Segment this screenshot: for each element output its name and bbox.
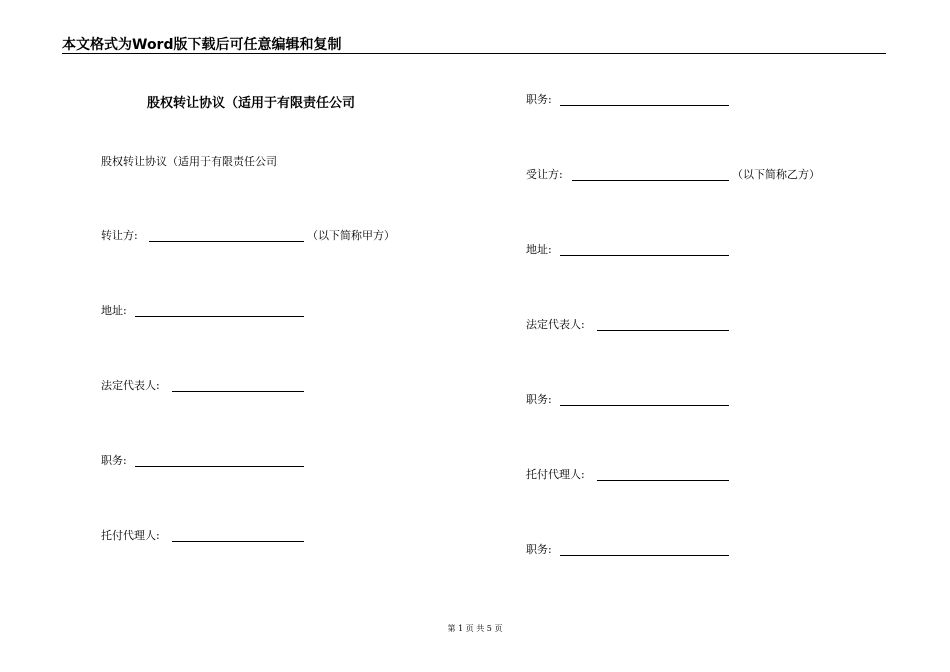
header-text: 本文格式为Word版下载后可任意编辑和复制 [62, 37, 342, 53]
blank-line[interactable] [560, 405, 729, 406]
field-label: 职务: [526, 393, 552, 406]
field-label: 转让方: [101, 229, 138, 242]
field-position [101, 454, 311, 468]
field-transferee [526, 168, 826, 182]
field-legal-representative [101, 379, 311, 393]
blank-line[interactable] [172, 391, 304, 392]
blank-line[interactable] [597, 480, 729, 481]
blank-line[interactable] [560, 255, 729, 256]
blank-line[interactable] [572, 180, 729, 181]
blank-line[interactable] [560, 105, 729, 106]
field-label: 职务: [526, 543, 552, 556]
field-transferor [101, 229, 401, 243]
field-position [526, 543, 736, 557]
field-address [101, 304, 311, 318]
field-label: 职务: [101, 454, 127, 467]
field-label: 受让方: [526, 168, 563, 181]
field-label: 法定代表人: [101, 379, 160, 392]
field-suffix: （以下简称乙方） [732, 168, 820, 181]
field-agent [101, 529, 311, 543]
field-label: 地址: [101, 304, 127, 317]
field-address [526, 243, 736, 257]
document-title: 股权转让协议（适用于有限责任公司 [147, 96, 356, 111]
page-footer: 第 1 页 共 5 页 [447, 624, 503, 633]
field-label: 托付代理人: [101, 529, 160, 542]
document-subtitle: 股权转让协议（适用于有限责任公司 [101, 155, 277, 168]
field-suffix: （以下简称甲方） [307, 229, 395, 242]
field-label: 托付代理人: [526, 468, 585, 481]
blank-line[interactable] [149, 241, 304, 242]
field-legal-representative [526, 318, 736, 332]
field-label: 地址: [526, 243, 552, 256]
blank-line[interactable] [597, 330, 729, 331]
field-agent [526, 468, 736, 482]
blank-line[interactable] [172, 541, 304, 542]
field-label: 法定代表人: [526, 318, 585, 331]
blank-line[interactable] [560, 555, 729, 556]
blank-line[interactable] [135, 316, 304, 317]
page-header [62, 33, 886, 54]
blank-line[interactable] [135, 466, 304, 467]
field-position [526, 393, 736, 407]
field-position [526, 93, 736, 107]
field-label: 职务: [526, 93, 552, 106]
